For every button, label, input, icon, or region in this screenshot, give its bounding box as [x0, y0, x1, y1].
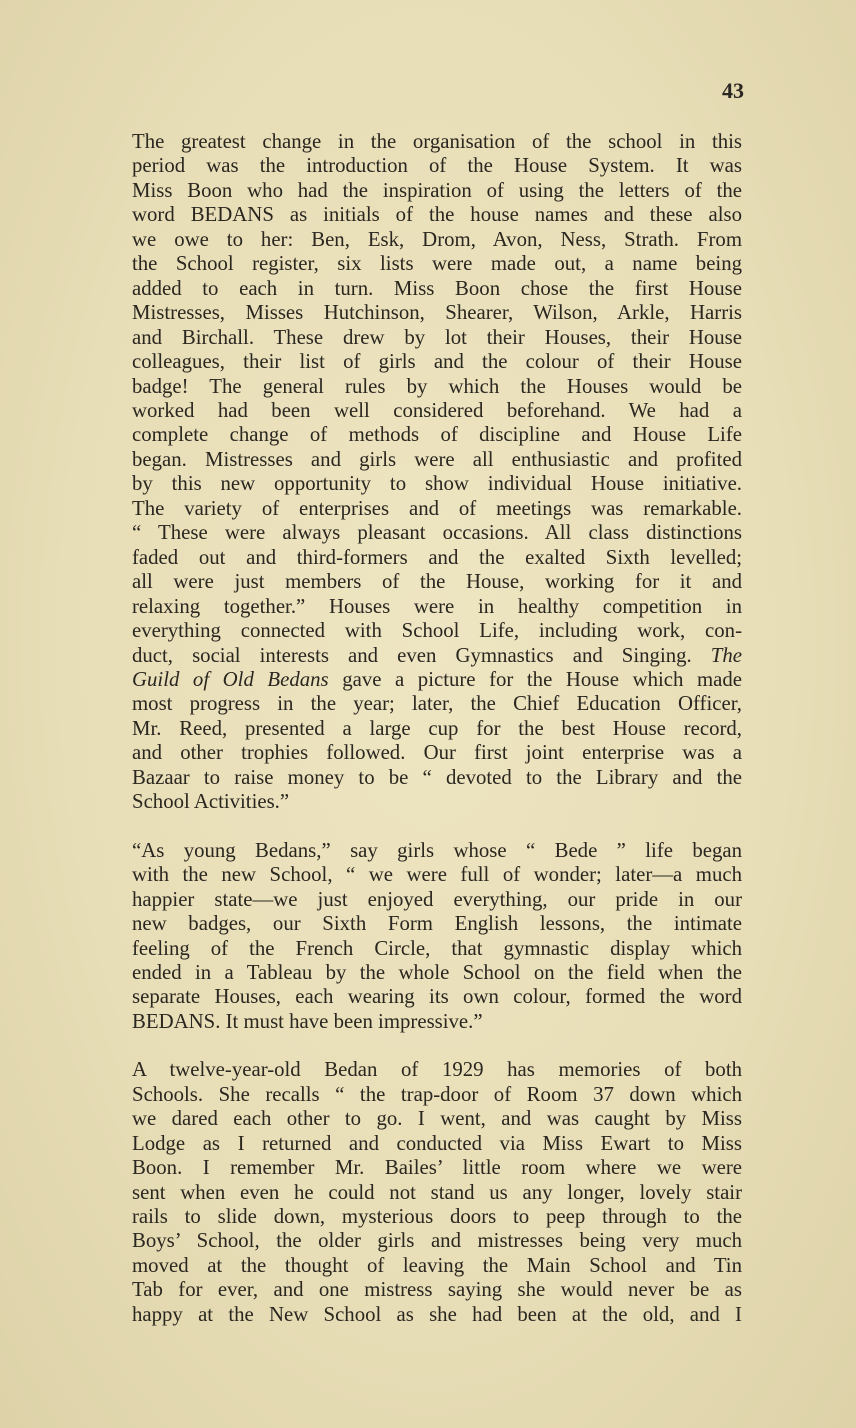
- text-line: rails to slide down, mysterious doors to peep through to the: [132, 1205, 742, 1229]
- text-line: The greatest change in the organisation of the school in this: [132, 130, 742, 153]
- text-line: Mistresses, Misses Hutchinson, Shearer, Wilson, Arkle, Harris: [132, 301, 742, 325]
- text-line: happy at the New School as she had been at the old, and I: [132, 1302, 742, 1326]
- text-line: ended in a Tableau by the whole School on the field when the: [132, 960, 742, 984]
- text-line: all were just members of the House, working for it and: [132, 570, 742, 594]
- guild-title-start: The: [710, 643, 742, 667]
- text-line: added to each in turn. Miss Boon chose the first House: [132, 276, 742, 300]
- text-line: worked had been well considered beforehand. We had a: [132, 398, 742, 422]
- body-text: [108, 130, 742, 1327]
- paragraph-house-system: [108, 130, 742, 815]
- text-line: duct, social interests and even Gymnastics and Singing. The: [132, 643, 742, 667]
- text-line: Guild of Old Bedans gave a picture for the House which made: [132, 667, 742, 691]
- text-line: sent when even he could not stand us any longer, lovely stair: [132, 1180, 742, 1204]
- text-line: “ These were always pleasant occasions. All class distinctions: [132, 521, 742, 545]
- text-line: we owe to her: Ben, Esk, Drom, Avon, Ness, Strath. From: [132, 227, 742, 251]
- text-line: A twelve-year-old Bedan of 1929 has memories of both: [132, 1058, 742, 1082]
- text-line: most progress in the year; later, the Chief Education Officer,: [132, 692, 742, 716]
- text-line: period was the introduction of the House System. It was: [132, 154, 742, 178]
- text-line: everything connected with School Life, including work, con-: [132, 619, 742, 643]
- text-line: Bazaar to raise money to be “ devoted to the Library and the: [132, 765, 742, 789]
- page-number: 43: [722, 78, 744, 103]
- text-line: the School register, six lists were made out, a name being: [132, 252, 742, 276]
- text-line: School Activities.”: [132, 790, 290, 814]
- text-line: with the new School, “ we were full of wonder; later—a much: [132, 863, 742, 887]
- text-line: Schools. She recalls “ the trap-door of Room 37 down which: [132, 1082, 742, 1106]
- text-line: new badges, our Sixth Form English lessons, the intimate: [132, 912, 742, 936]
- text-line: we dared each other to go. I went, and was caught by Miss: [132, 1107, 742, 1131]
- text-line: moved at the thought of leaving the Main School and Tin: [132, 1253, 742, 1277]
- text-line: word BEDANS as initials of the house names and these also: [132, 203, 742, 227]
- text-line: badge! The general rules by which the Houses would be: [132, 374, 742, 398]
- paragraph-memories-1929: [108, 1058, 742, 1327]
- paragraph-young-bedans: [108, 839, 742, 1035]
- text-line: Boon. I remember Mr. Bailes’ little room where we were: [132, 1156, 742, 1180]
- guild-title: Guild of Old Bedans: [132, 667, 329, 691]
- text-line: “As young Bedans,” say girls whose “ Bede ” life began: [132, 838, 742, 862]
- text-line: relaxing together.” Houses were in healthy competition in: [132, 594, 742, 618]
- text-line: The variety of enterprises and of meetings was remarkable.: [132, 496, 742, 520]
- text-line: separate Houses, each wearing its own colour, formed the word: [132, 985, 742, 1009]
- text-line: by this new opportunity to show individual House initiative.: [132, 472, 742, 496]
- text-line: began. Mistresses and girls were all enthusiastic and profited: [132, 447, 742, 471]
- text-line: Lodge as I returned and conducted via Miss Ewart to Miss: [132, 1131, 742, 1155]
- text-line: BEDANS. It must have been impressive.”: [132, 1009, 483, 1033]
- text-line: colleagues, their list of girls and the colour of their House: [132, 350, 742, 374]
- text-line: Miss Boon who had the inspiration of using the letters of the: [132, 178, 742, 202]
- text-line: and Birchall. These drew by lot their Houses, their House: [132, 325, 742, 349]
- text-line: happier state—we just enjoyed everything, our pride in our: [132, 887, 742, 911]
- text-line: Boys’ School, the older girls and mistresses being very much: [132, 1229, 742, 1253]
- text-line: feeling of the French Circle, that gymnastic display which: [132, 936, 742, 960]
- text-line: Mr. Reed, presented a large cup for the best House record,: [132, 716, 742, 740]
- text-line: and other trophies followed. Our first joint enterprise was a: [132, 741, 742, 765]
- text-line: Tab for ever, and one mistress saying she would never be as: [132, 1278, 742, 1302]
- text-line: faded out and third-formers and the exalted Sixth levelled;: [132, 545, 742, 569]
- text-line: complete change of methods of discipline and House Life: [132, 423, 742, 447]
